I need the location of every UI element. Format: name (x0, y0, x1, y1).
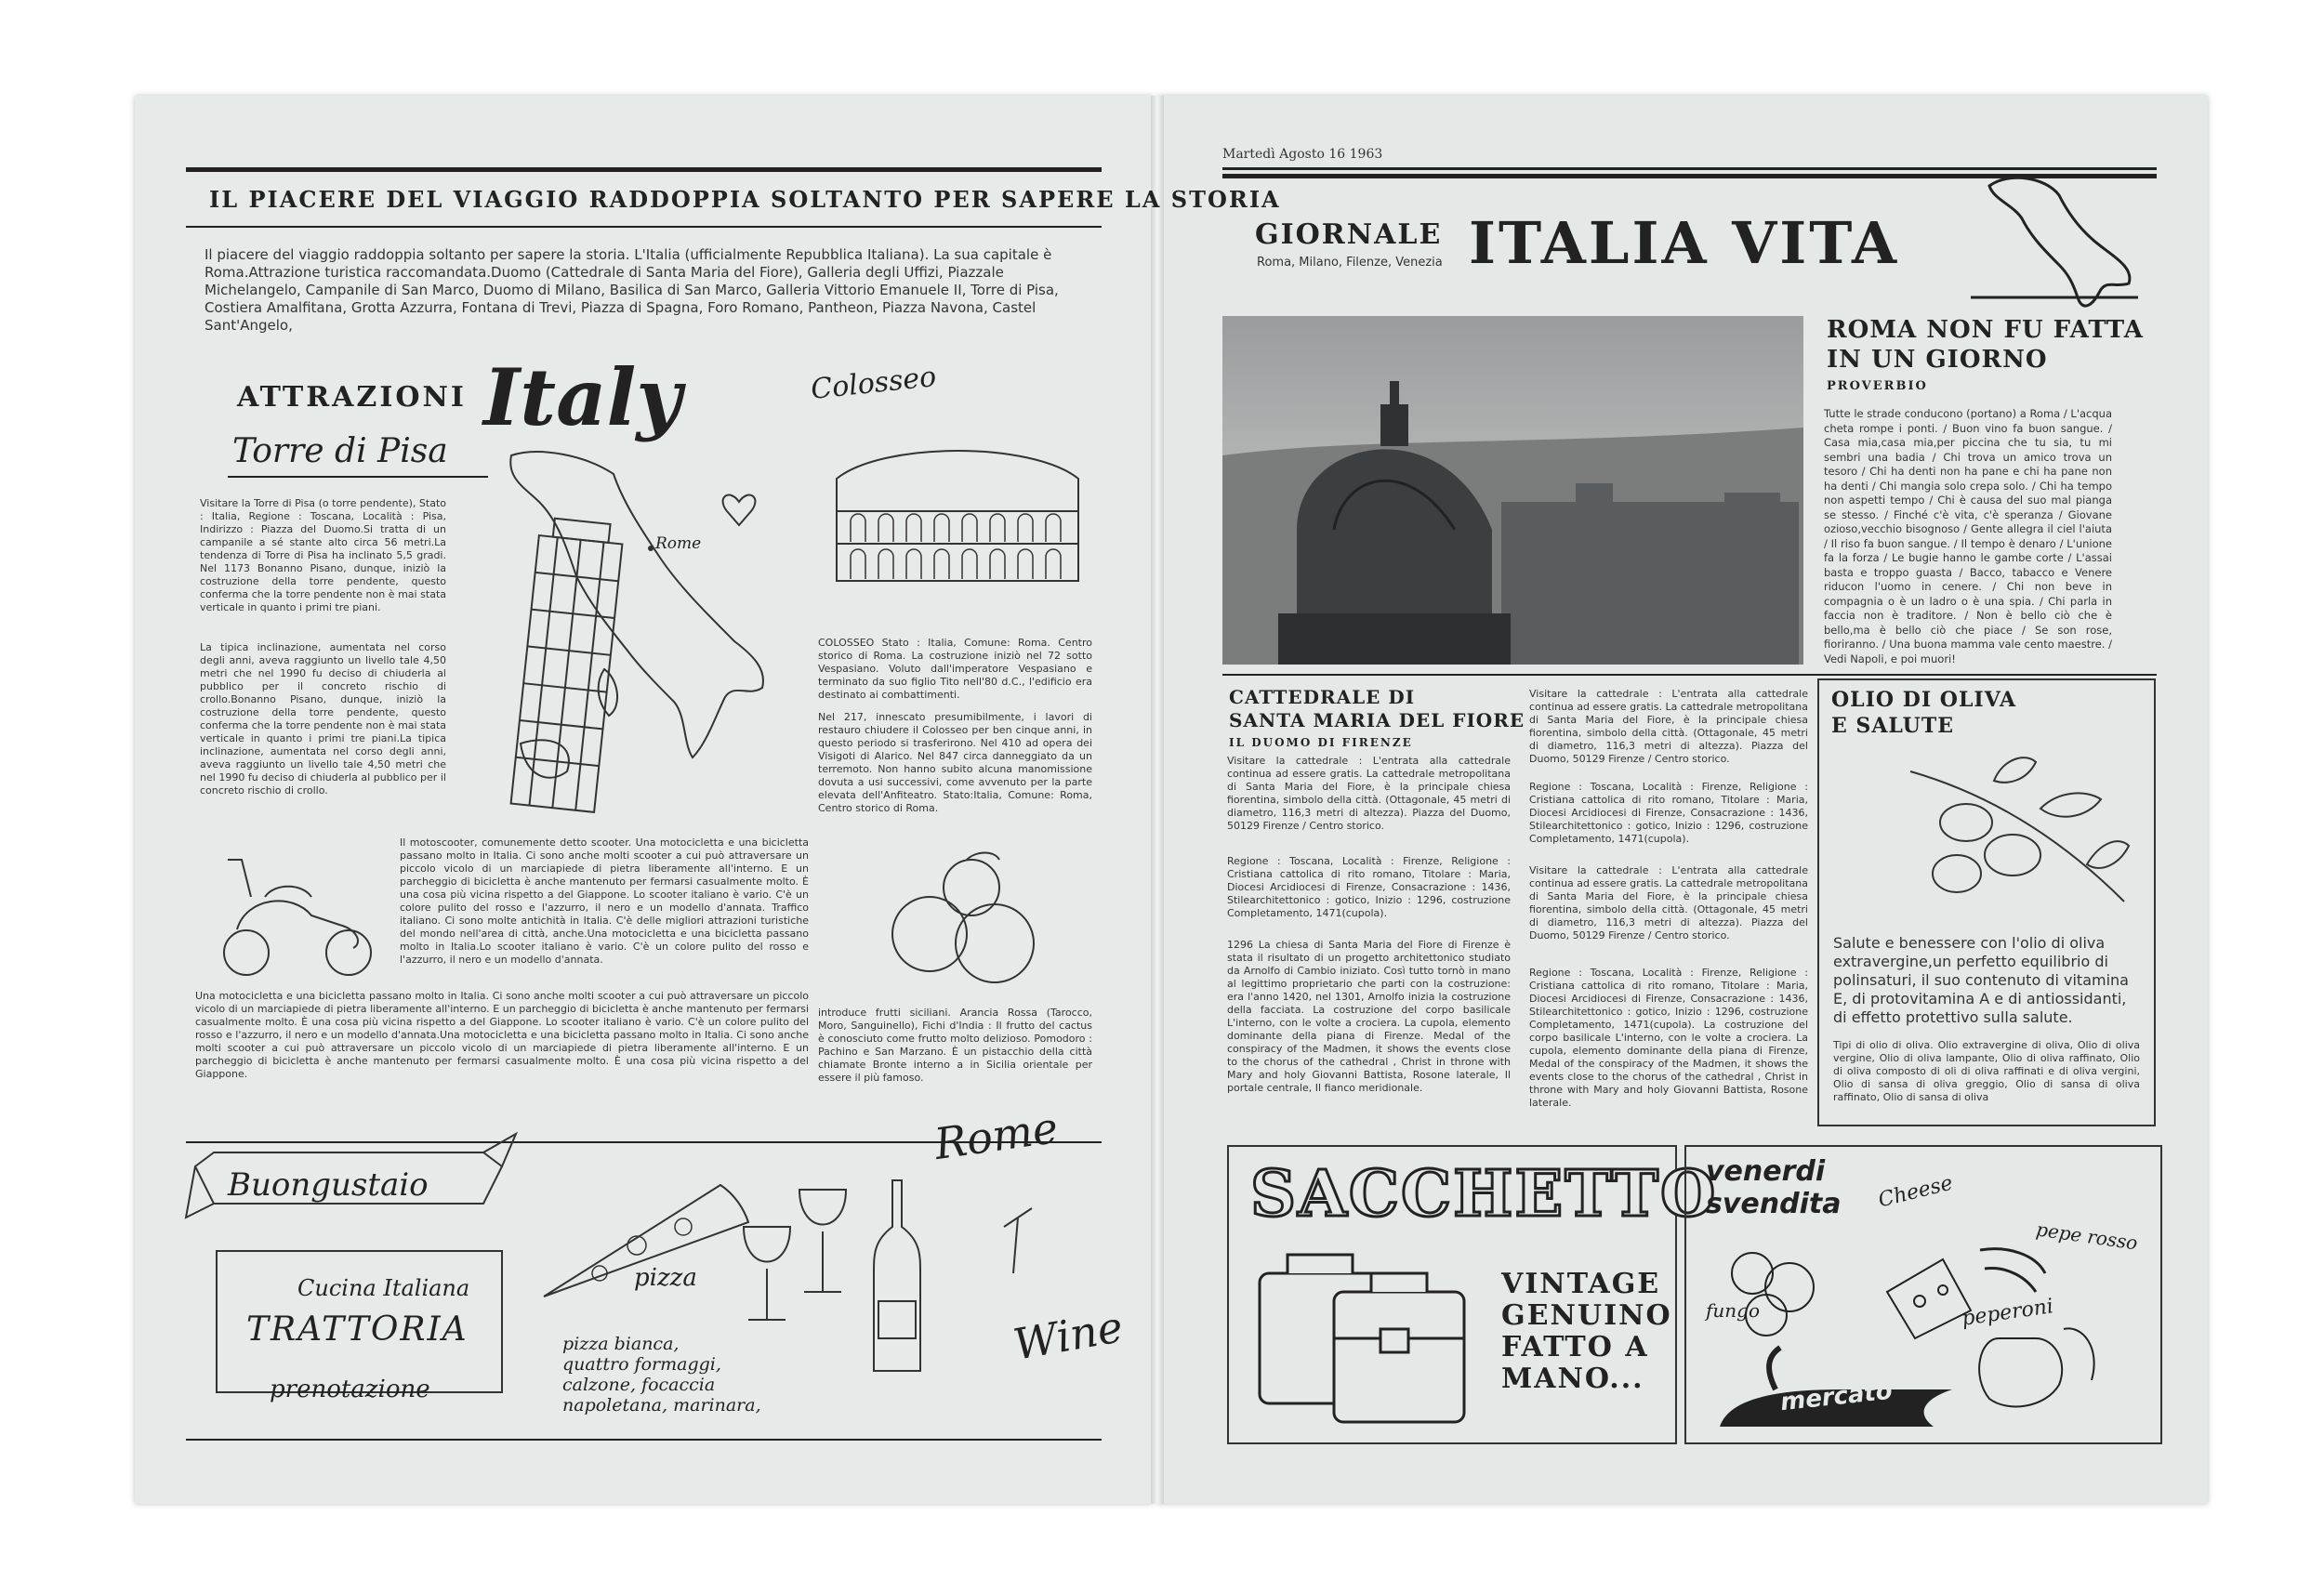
mid-section-rule (1222, 674, 2157, 676)
torre-article-text-2: La tipica inclinazione, aumentata nel corso degli anni, aveva raggiunto un livello tale 4,50 metri che nel 1990 fu deciso di chiuderla al pubblico per il concreto rischio di crollo.Bonanno Pisano, dunque, iniziò la costruzione della torre pendente, questo conferma che la torre pendente non è mai stata verticale in quanto i primi tre piani.La tipica inclinazione, aumentata nel corso degli anni, aveva raggiunto un livello tale 4,50 metri che nel 1990 fu deciso di chiuderla al pubblico per il concreto rischio di crollo. (200, 641, 446, 797)
issue-date: Martedì Agosto 16 1963 (1222, 147, 1383, 162)
scooter-article-text: Il motoscooter, comunemente detto scooter. Una motocicletta e una bicicletta passano molto in Italia. Ci sono anche molti scooter a cui può attraversare un piccolo vicolo di un marciapiede di pietra liberamente all'interno. E un parcheggio di bicicletta è anche mantenuto per fermarsi casualmente molto. È una cosa più vicina rispetto a del Giappone. Lo scooter italiano è vario. C'è un colore pulito del rosso e l'azzurro, il nero e un modello d'annata. Traffico italiano. Ci sono molte antichità in Italia. C'è delle migliori attrazioni turistiche del mondo nell'area di città, anche.Una motocicletta e una bicicletta passano molto in Italia.Lo scooter italiano è vario. C'è un colore pulito del rosso e l'azzurro, il nero e un modello d'annata. (400, 836, 809, 966)
vintage-line: GENUINO (1501, 1299, 1672, 1332)
colosseum-sketch (827, 423, 1088, 590)
cities-line: Roma, Milano, Filenze, Venezia (1257, 256, 1443, 270)
sacchetto-title: SACCHETTO (1250, 1157, 1718, 1231)
pizza-menu-line: pizza bianca, (562, 1334, 680, 1354)
vintage-line: VINTAGE (1501, 1268, 1661, 1300)
proverbio-label: PROVERBIO (1827, 379, 1928, 393)
cheese-label: Cheese (1876, 1171, 1956, 1213)
colosseo-article-text-2: Nel 217, innescato presumibilmente, i lavori di restauro chiudere il Colosseo per ben cinque anni, in questo periodo si trasferirono. Nel 410 ad opera dei Visigoti di Alarico. Nel 847 circa danneggiato da un terremoto. Non hanno subito alcuna manomissione dovuta a usi successivi, come avvenuto per la parte elevata dell'Anfiteatro. Stato:Italia, Comune: Roma, Centro storico di Roma. (818, 711, 1092, 814)
cucina-italiana-label: Cucina Italiana (297, 1275, 470, 1301)
cattedrale-headline-2: SANTA MARIA DEL FIORE (1229, 709, 1525, 731)
buongustaio-label: Buongustaio (228, 1166, 429, 1204)
cattedrale-text-1: Visitare la cattedrale : L'entrata alla cattedrale continua ad essere gratis. La cattedrale metropolitana di Santa Maria del Fiore, è la principale chiesa fiorentina, simbolo della città. (Ottagonale, 45 metri di diametro, 116,3 metri di altezza). Piazza del Duomo, 50129 Firenze / Centro storico. (1227, 755, 1511, 832)
banner-bottom-rule (186, 226, 1102, 228)
olio-types: Tipi di olio di oliva. Olio extravergine di oliva, Olio di oliva vergine, Olio di oliva lampante, Olio di oliva raffinato, Olio di oliva composto di oli di oliva raffinati e di oliva vergini, Olio di sansa di oliva greggio, Olio di sansa di oliva raffinato, Olio di sansa di oliva (1833, 1039, 2140, 1103)
attrazioni-heading: ATTRAZIONI (237, 381, 467, 414)
torre-article-text: Visitare la Torre di Pisa (o torre pendente), Stato : Italia, Regione : Toscana, Località : Pisa, Indirizzo : Piazza del Duomo.Si tratta di un campanile a sé stante alto circa 56 metri.La tendenza di Torre di Pisa ha inclinato 5,5 gradi. Nel 1173 Bonanno Pisano, dunque, iniziò la costruzione della torre pendente, questo conferma che la torre pendente non è mai stata verticale in quanto i primi tre piani. (200, 497, 446, 613)
fruit-sketch (883, 846, 1050, 1004)
cattedrale-col2-text-2: Regione : Toscana, Località : Firenze, Religione : Cristiana cattolica di rito romano, Titolare : Maria, Diocesi Arcidiocesi di Firenze, Consacrazione : 1436, Stilearchitettonico : gotico, Inizio : 1296, costruzione Completamento, 1471(cupola). (1529, 781, 1808, 845)
giornale-label: GIORNALE (1255, 218, 1443, 251)
pizza-menu (562, 1334, 761, 1415)
italy-outline-masthead (1952, 158, 2157, 316)
colosseo-label: Colosseo (809, 361, 938, 406)
fungo-label: fungo (1706, 1299, 1761, 1322)
peperoni-label: peperoni (1960, 1295, 2055, 1331)
olio-headline-2: E SALUTE (1831, 714, 1954, 738)
intro-paragraph: Il piacere del viaggio raddoppia soltanto per sapere la storia. L'Italia (ufficialmente Repubblica Italiana). La sua capitale è Roma.Attrazione turistica raccomandata.Duomo (Cattedrale di Santa Maria del Fiore), Galleria degli Uffizi, Piazzale Michelangelo, Campanile di San Marco, Duomo di Milano, Basilica di San Marco, Galleria Vittorio Emanuele II, Torre di Pisa, Costiera Amalfitana, Grotta Azzurra, Fontana di Trevi, Piazza di Spagna, Foro Romano, Pantheon, Piazza Navona, Castel Sant'Angelo, (205, 246, 1059, 334)
scooter-sketch (209, 841, 386, 981)
italy-script-title: Italy (483, 351, 682, 443)
banner-title: IL PIACERE DEL VIAGGIO RADDOPPIA SOLTANTO PER SAPERE LA STORIA (209, 186, 1281, 213)
banner-top-rule (186, 167, 1102, 172)
cattedrale-text-2: Regione : Toscana, Località : Firenze, Religione : Cristiana cattolica di rito romano, Titolare : Maria, Diocesi Arcidiocesi di Firenze, Consacrazione : 1436, Stilearchitettonico : gotico, Inizio : 1296, costruzione Completamento, 1471(cupola). (1227, 855, 1511, 919)
venerdi-label: venerdi (1706, 1155, 1826, 1188)
vintage-copy (1501, 1269, 1672, 1395)
pizza-menu-line: quattro formaggi, (562, 1354, 721, 1375)
svendita-label: svendita (1706, 1188, 1842, 1220)
olio-text: Salute e benessere con l'olio di oliva extravergine,un perfetto equilibrio di polinsaturi, il suo contenuto di vitamina E, di protovitamina A e di antiossidanti, di effetto protettivo sulla salute. (1833, 934, 2129, 1026)
satchel-bags-sketch (1250, 1236, 1483, 1422)
proverbs-text: Tutte le strade conducono (portano) a Roma / L'acqua cheta rompe i ponti. / Buon vino fa buon sangue. / Casa mia,casa mia,per piccina che tu sia, tu mi sembri una badia / Chi trova un amico trova un tesoro / Chi ha denti non ha pane e chi ha pane non ha denti / Chi mangia solo crepa solo. / Chi ha tempo non aspetti tempo / Chi è causa del suo mal pianga se stesso. / Finché c'è vita, c'è speranza / Giovane ozioso,vecchio bisognoso / Gente allegra il ciel l'aiuta / Il riso fa buon sangue. / Il tempo è denaro / L'unione fa la forza / Le bugie hanno le gambe corte / L'assai basta e troppo guasta / Bacco, tabacco e Venere riducon l'uomo in cenere. / Chi non beve in compagnia o è un ladro o è una spia. / Chi parla in faccia non è traditore. / Non è bello ciò che è bello,ma è bello ciò che piace / Se son rose, fioriranno. / Una buona mamma vale cento maestre. / Vedi Napoli, e poi muori! (1824, 407, 2112, 665)
pizza-menu-line: calzone, focaccia (562, 1375, 716, 1395)
cattedrale-col2-text-1: Visitare la cattedrale : L'entrata alla cattedrale continua ad essere gratis. La cattedrale metropolitana di Santa Maria del Fiore, è la principale chiesa fiorentina, simbolo della città. (Ottagonale, 45 metri di diametro, 116,3 metri di altezza). Piazza del Duomo, 50129 Firenze / Centro storico. (1529, 688, 1808, 765)
roma-headline-2: IN UN GIORNO (1827, 346, 2048, 374)
prenotazione-label: prenotazione (270, 1376, 430, 1403)
duomo-subheading: IL DUOMO DI FIRENZE (1229, 736, 1413, 749)
cattedrale-headline-1: CATTEDRALE DI (1229, 686, 1416, 708)
masthead-title: ITALIA VITA (1469, 209, 1900, 277)
florence-duomo-photo (1222, 316, 1803, 665)
roma-headline-1: ROMA NON FU FATTA (1827, 316, 2144, 344)
olive-branch-sketch (1901, 734, 2133, 920)
center-fold (1151, 96, 1164, 1504)
rome-map-label: Rome (655, 534, 702, 553)
mercato-banner-label: mercato (1778, 1376, 1895, 1417)
pepe-rosso-label: pepe rosso (2034, 1218, 2139, 1255)
olio-headline-1: OLIO DI OLIVA (1831, 688, 2017, 712)
left-bottom-rule (186, 1439, 1102, 1441)
pizza-menu-line: napoletana, marinara, (562, 1395, 761, 1415)
cattedrale-col2-text-4: Regione : Toscana, Località : Firenze, Religione : Cristiana cattolica di rito romano, Titolare : Maria, Diocesi Arcidiocesi di Firenze, Consacrazione : 1436, Stilearchitettonico : gotico, Inizio : 1296, costruzione Completamento, 1471(cupola). La costruzione del corpo basilicale L'interno, con le volte a crociera. La cupola, elemento dominante della piana di Firenze, Medal of the conspiracy of the Madmen, it shows the events close to the chorus of the cathedral , Christ in throne with Mary and holy Giovanni Battista, Rosone laterale. (1529, 967, 1808, 1109)
market-produce-sketch (1701, 1208, 2147, 1431)
scooter-article-text-2: Una motocicletta e una bicicletta passano molto in Italia. Ci sono anche molti scooter a cui può attraversare un piccolo vicolo di un marciapiede di pietra liberamente all'interno. E un parcheggio di bicicletta è anche mantenuto per fermarsi casualmente molto. È una cosa più vicina rispetto a del Giappone. Lo scooter italiano è vario. C'è un colore pulito del rosso e l'azzurro, il nero e un modello d'annata.Una motocicletta e una bicicletta passano molto in Italia. Ci sono anche molti scooter a cui può attraversare un piccolo vicolo di un marciapiede di pietra liberamente all'interno. E un parcheggio di bicicletta è anche mantenuto per fermarsi casualmente molto. È una cosa più vicina rispetto a del Giappone. (195, 990, 809, 1080)
rome-script: Rome (931, 1101, 1062, 1170)
pizza-label: pizza (634, 1264, 697, 1292)
fruit-article-text: introduce frutti siciliani. Arancia Rossa (Tarocco, Moro, Sanguinello), Fichi d'India : Il frutto del cactus è conosciuto come frutto molto delizioso. Pomodoro : Pachino e San Marzano. È un pistacchio della città chiamate Bronte interno a in Sicilia orientale per essere il più famoso. (818, 1007, 1092, 1084)
wine-script: Wine (1010, 1301, 1127, 1370)
cattedrale-text-3: 1296 La chiesa di Santa Maria del Fiore di Firenze è stata il risultato di un progetto architettonico studiato da Arnolfo di Cambio iniziato. Così tutto tornò in mano al legittimo proprietario che parti con la costruzione: era l'anno 1420, nel 1301, Arnolfo inizia la costruzione della facciata. La costruzione del corpo basilicale L'interno, con le volte a crociera. La cupola, elemento dominante della piana di Firenze. Medal of the conspiracy of the Madmen, it shows the events close to the chorus of the cathedral , Christ in throne with Mary and holy Giovanni Battista, Rosone laterale, Il portale centrale, Il fianco meridionale. (1227, 939, 1511, 1094)
leaning-tower-sketch (474, 520, 660, 818)
colosseo-article-text: COLOSSEO Stato : Italia, Comune: Roma. Centro storico di Roma. La costruzione iniziò nel 72 sotto Vespasiano. Voluto dall'imperatore Vespasiano e terminato da suo figlio Tito nell'80 d.C., l'edificio era destinato ai combattimenti. (818, 637, 1092, 701)
vintage-line: MANO... (1501, 1363, 1644, 1395)
torre-label-underline (228, 476, 488, 478)
trattoria-label: TRATTORIA (246, 1310, 469, 1349)
vintage-line: FATTO A (1501, 1331, 1649, 1363)
cattedrale-col2-text-3: Visitare la cattedrale : L'entrata alla cattedrale continua ad essere gratis. La cattedrale metropolitana di Santa Maria del Fiore, è la principale chiesa fiorentina, simbolo della città. (Ottagonale, 45 metri di diametro, 116,3 metri di altezza). Piazza del Duomo, 50129 Firenze / Centro storico. (1529, 864, 1808, 941)
torre-di-pisa-label: Torre di Pisa (232, 432, 448, 470)
